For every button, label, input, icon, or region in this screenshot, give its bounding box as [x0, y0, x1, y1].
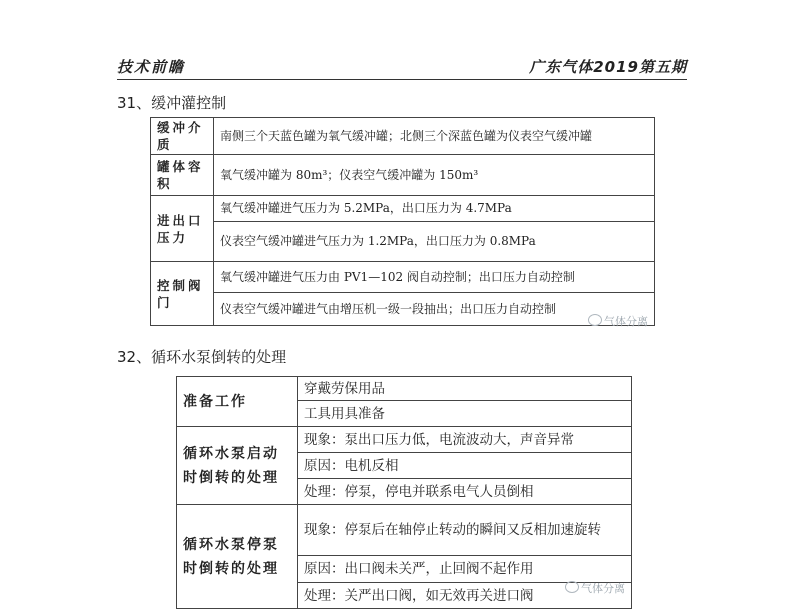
watermark: [565, 580, 625, 596]
row-label: 循环水泵启动时倒转的处理: [177, 427, 298, 505]
header-left: 技术前瞻: [117, 58, 186, 76]
row-label: 缓冲介质: [151, 118, 214, 155]
table-cell: 处理：停泵，停电并联系电气人员倒相: [298, 479, 632, 505]
table-cell: 原因：电机反相: [298, 453, 632, 479]
watermark-text: 气体分离: [604, 315, 648, 328]
row-label: 控制阀门: [151, 262, 214, 326]
table-cell: 现象：泵出口压力低，电流波动大，声音异常: [298, 427, 632, 453]
table-cell: 氧气缓冲罐为 80m³；仪表空气缓冲罐为 150m³: [214, 155, 655, 196]
table-cell: 氧气缓冲罐进气压力由 PV1—102 阀自动控制；出口压力自动控制: [214, 262, 655, 293]
row-label: 进出口压力: [151, 196, 214, 262]
wechat-icon: [565, 581, 579, 593]
row-label: 罐体容积: [151, 155, 214, 196]
table-cell: 南侧三个天蓝色罐为氧气缓冲罐；北侧三个深蓝色罐为仪表空气缓冲罐: [214, 118, 655, 155]
table-cell: 处理：关严出口阀，如无效再关进口阀: [298, 583, 632, 609]
table-cell: 氧气缓冲罐进气压力为 5.2MPa，出口压力为 4.7MPa: [214, 196, 655, 222]
buffer-tank-table: [150, 117, 655, 326]
table-cell: 现象：停泵后在轴停止转动的瞬间又反相加速旋转: [298, 505, 632, 556]
row-label: 准备工作: [177, 377, 298, 427]
row-label: 循环水泵停泵时倒转的处理: [177, 505, 298, 609]
table-cell: 工具用具准备: [298, 401, 632, 427]
table-cell: 穿戴劳保用品: [298, 377, 632, 401]
section-title-31: 31、缓冲灌控制: [117, 94, 227, 112]
watermark-text: 气体分离: [581, 582, 625, 595]
table-cell: 原因：出口阀未关严，止回阀不起作用: [298, 556, 632, 583]
pump-reverse-table: [176, 376, 632, 609]
header-rule: [117, 79, 687, 80]
header-right: 广东气体2019第五期: [529, 58, 687, 76]
table-cell: 仪表空气缓冲罐进气由增压机一级一段抽出；出口压力自动控制: [214, 293, 655, 326]
section-title-32: 32、循环水泵倒转的处理: [117, 348, 287, 366]
table-cell: 仪表空气缓冲罐进气压力为 1.2MPa，出口压力为 0.8MPa: [214, 222, 655, 262]
watermark: [588, 313, 648, 329]
wechat-icon: [588, 314, 602, 326]
